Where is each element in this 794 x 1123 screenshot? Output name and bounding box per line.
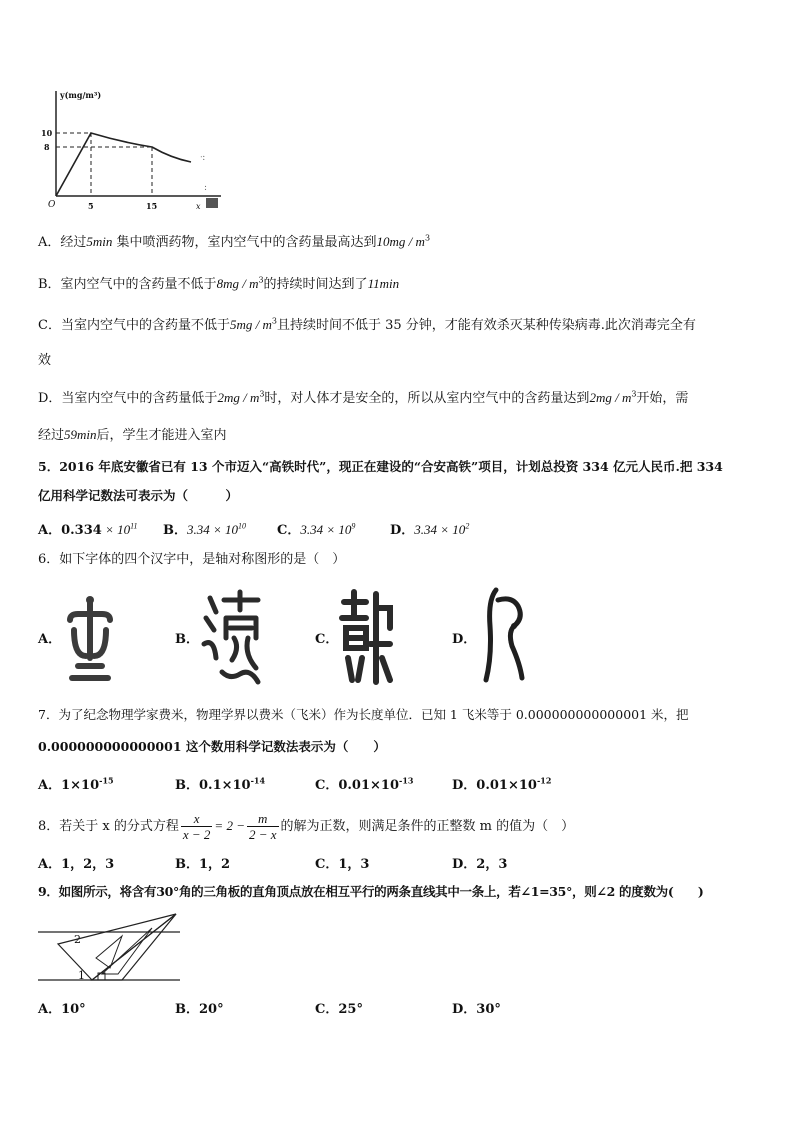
q4-option-c-cont: 效 bbox=[38, 353, 52, 368]
q5-stem-line1: 5．2016 年底安徽省已有 13 个市迈入“高铁时代”，现正在建设的“合安高铁”项目，计划总投资 334 亿元人民币.把 334 bbox=[38, 459, 723, 474]
drug-concentration-graph bbox=[36, 86, 226, 218]
q5-stem-line2: 亿用科学记数法可表示为（ ） bbox=[38, 488, 239, 503]
q8-fraction-2: $\frac{m}{2 - x}$ bbox=[248, 811, 277, 842]
q7-option-b: B．$0.1\times 10^{-14}$ bbox=[175, 775, 266, 793]
q4-option-d-cont: 经过59min后，学生才能进入室内 bbox=[38, 427, 227, 443]
graph-x-tick-15: 15 bbox=[146, 201, 158, 211]
q5-option-a: A．$0.334 \times 10^{11}$ bbox=[38, 521, 138, 538]
q5-option-b: B．$3.34 \times 10^{10}$ bbox=[163, 521, 247, 538]
q6-label-b: B． bbox=[175, 632, 199, 647]
q8-option-a: A．1，2，3 bbox=[38, 857, 115, 872]
svg-text:ᐧ:: ᐧ: bbox=[200, 153, 206, 163]
q9-option-b: B．20° bbox=[175, 1002, 224, 1017]
graph-x-label: x bbox=[196, 202, 201, 211]
q5-option-c: C．$3.34 \times 10^9$ bbox=[277, 521, 356, 538]
seal-character-a bbox=[64, 592, 116, 688]
q7-stem-line1: 7．为了纪念物理学家费米，物理学界以费米（飞米）作为长度单位．已知 1 飞米等于 0.000000000000001 米，把 bbox=[38, 707, 689, 722]
q6-label-d: D． bbox=[452, 632, 477, 647]
graph-x-tick-5: 5 bbox=[88, 201, 94, 211]
q6-stem: 6．如下字体的四个汉字中，是轴对称图形的是（ ） bbox=[38, 552, 346, 567]
q7-option-a: A．$1\times 10^{-15}$ bbox=[38, 775, 114, 793]
q7-option-d: D．$0.01\times 10^{-12}$ bbox=[452, 775, 552, 793]
q9-option-a: A．10° bbox=[38, 1002, 86, 1017]
q4-option-d: D．当室内空气中的含药量低于$2mg / m^3$时，对人体才是安全的，所以从室内空气中的含药量达到$2mg / m^3$开始，需 bbox=[38, 389, 689, 406]
q9-option-c: C．25° bbox=[315, 1002, 363, 1017]
triangle-ruler-figure bbox=[36, 910, 182, 990]
seal-character-c bbox=[338, 588, 394, 688]
q9-stem: 9．如图所示，将含有30°角的三角板的直角顶点放在相互平行的两条直线其中一条上，若∠1=35°，则∠2 的度数为( ) bbox=[38, 884, 704, 899]
q8-option-b: B．1，2 bbox=[175, 857, 231, 872]
q7-stem-line2: 0.000000000000001 这个数用科学记数法表示为（ ） bbox=[38, 739, 386, 754]
q5-option-d: D．$3.34 \times 10^2$ bbox=[390, 521, 470, 538]
angle-label-2: 2 bbox=[74, 933, 81, 946]
graph-y-tick-10: 10 bbox=[41, 128, 53, 138]
graph-origin: O bbox=[48, 200, 56, 210]
q8-stem: 8．若关于 x 的分式方程 $\frac{x}{x - 2}$ = 2 − $\frac{m}{2 - x}$ 的解为正数，则满足条件的正整数 m 的值为（ ） bbox=[38, 811, 575, 842]
graph-y-label: y(mg/m³) bbox=[60, 90, 102, 100]
q9-option-d: D．30° bbox=[452, 1002, 501, 1017]
svg-text::: : bbox=[204, 183, 208, 193]
q8-option-c: C．1，3 bbox=[315, 857, 370, 872]
q6-label-a: A． bbox=[38, 632, 62, 647]
q6-label-c: C． bbox=[315, 632, 339, 647]
angle-label-1: 1 bbox=[78, 969, 85, 982]
q4-option-b: B．室内空气中的含药量不低于$8mg / m^3$的持续时间达到了11min bbox=[38, 275, 400, 292]
q8-fraction-1: $\frac{x}{x - 2}$ bbox=[182, 811, 211, 842]
seal-character-d bbox=[478, 586, 534, 686]
q4-option-a: A．经过5min 集中喷洒药物，室内空气中的含药量最高达到$10mg / m^3$ bbox=[38, 233, 431, 250]
graph-y-tick-8: 8 bbox=[44, 142, 50, 152]
q4-option-c: C．当室内空气中的含药量不低于$5mg / m^3$且持续时间不低于 35 分钟，才能有效杀灭某种传染病毒.此次消毒完全有 bbox=[38, 316, 696, 333]
q7-option-c: C．$0.01\times 10^{-13}$ bbox=[315, 775, 414, 793]
seal-character-b bbox=[200, 588, 264, 688]
q8-option-d: D．2，3 bbox=[452, 857, 508, 872]
